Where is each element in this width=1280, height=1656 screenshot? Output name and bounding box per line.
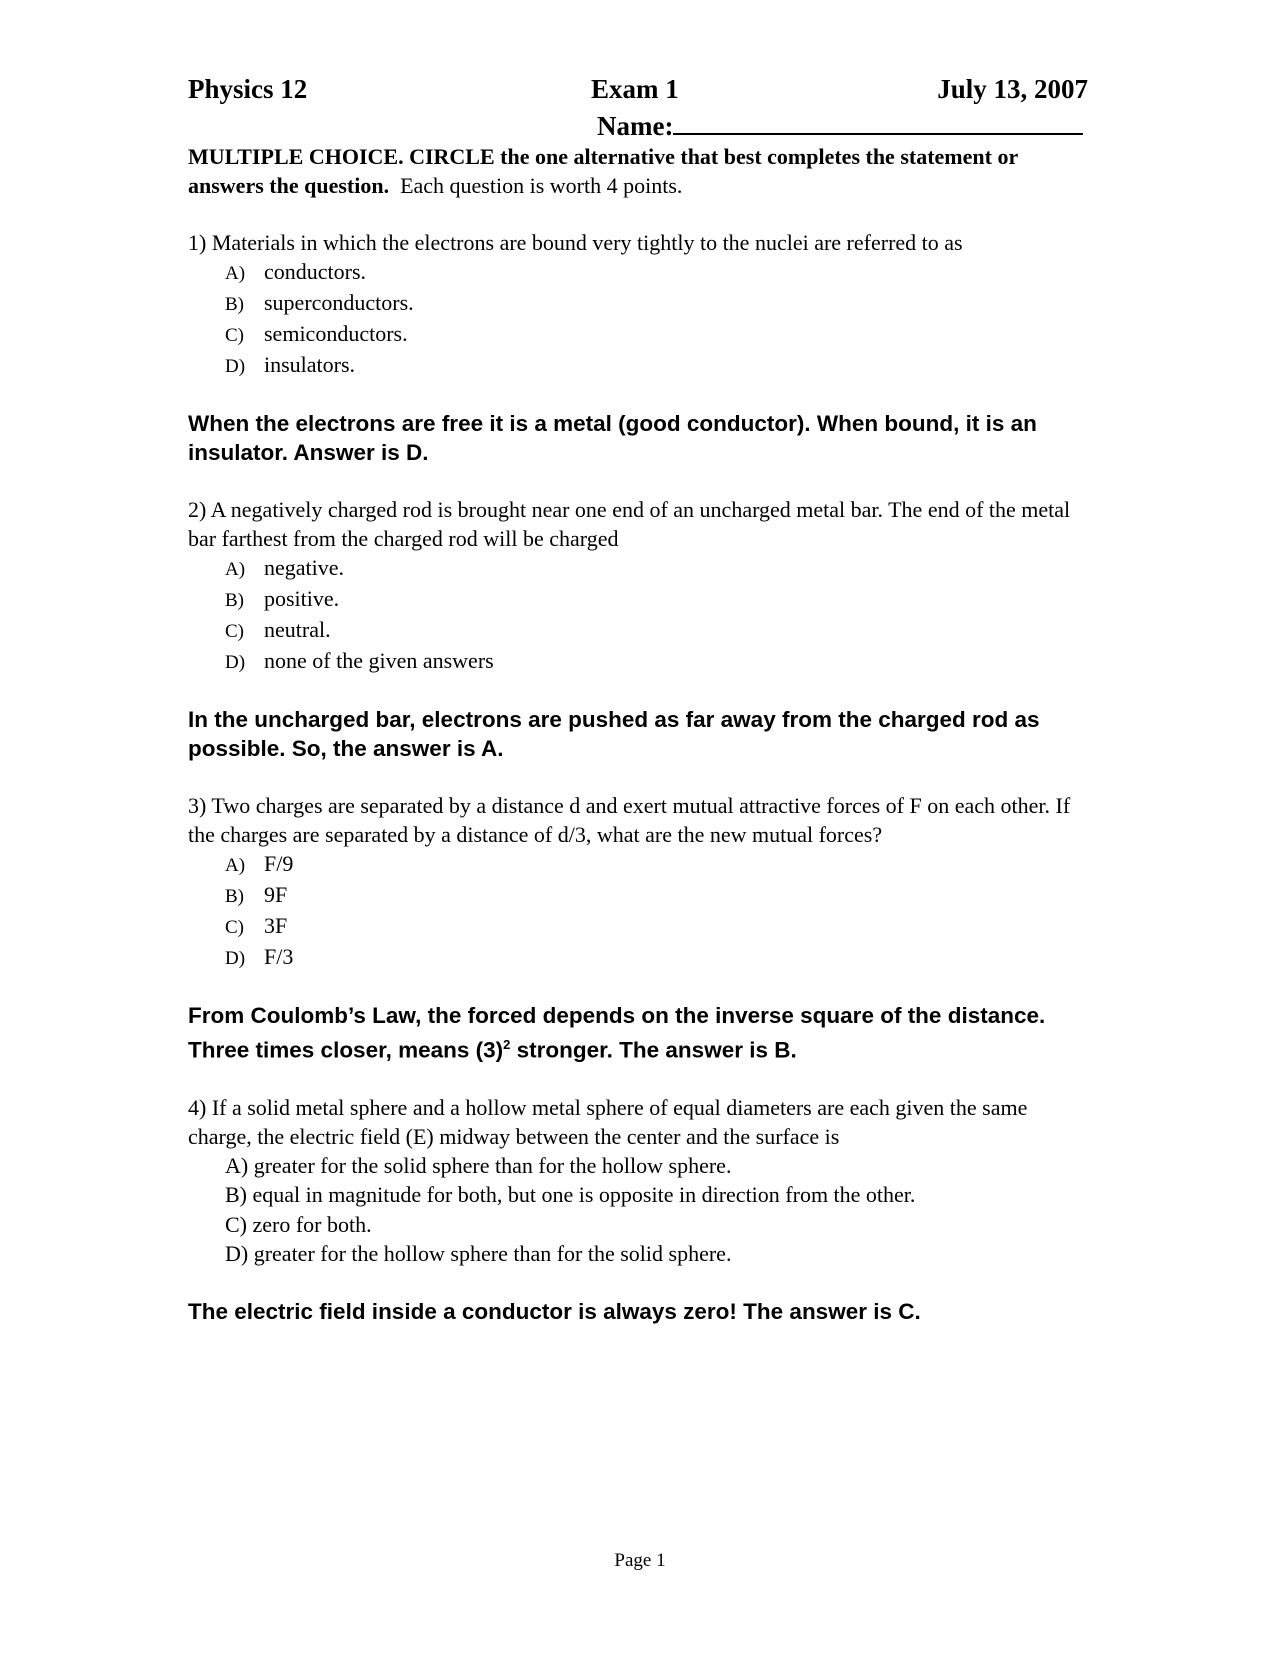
name-line bbox=[597, 108, 1088, 142]
option-text: negative. bbox=[264, 555, 345, 580]
option-letter: D) bbox=[225, 948, 246, 969]
question-text: 4) If a solid metal sphere and a hollow metal sphere of equal diameters are each given the same charge, the electric field (E) midway between the center and the surface is bbox=[188, 1094, 1028, 1149]
option bbox=[225, 646, 1088, 677]
answer-explanation: In the uncharged bar, electrons are pushed as far away from the charged rod as possible. So, the answer is A. bbox=[188, 707, 1040, 761]
exam-header bbox=[188, 74, 1088, 108]
answer-explanation: When the electrons are free it is a metal (good conductor). When bound, it is an insulator. Answer is D. bbox=[188, 411, 1037, 465]
option bbox=[225, 584, 1088, 615]
exam-title: Exam 1 bbox=[591, 74, 679, 104]
option-letter: A) bbox=[225, 263, 246, 284]
answer-text: stronger. The answer is B. bbox=[510, 1037, 797, 1063]
option-text: F/9 bbox=[264, 851, 294, 876]
option: D) greater for the hollow sphere than for the solid sphere. bbox=[225, 1241, 732, 1266]
option-letter: D) bbox=[225, 652, 246, 673]
option bbox=[225, 288, 1088, 319]
option bbox=[225, 615, 1088, 646]
name-blank bbox=[673, 108, 1083, 135]
option-text: 3F bbox=[264, 913, 288, 938]
option-text: neutral. bbox=[264, 617, 331, 642]
option-text: insulators. bbox=[264, 352, 356, 377]
option bbox=[225, 880, 1088, 911]
option bbox=[225, 553, 1088, 584]
instructions bbox=[188, 142, 1088, 200]
option bbox=[225, 257, 1088, 288]
option-letter: B) bbox=[225, 590, 244, 611]
course-title: Physics 12 bbox=[188, 74, 308, 104]
option: A) greater for the solid sphere than for the hollow sphere. bbox=[225, 1152, 732, 1178]
option bbox=[225, 350, 1088, 381]
option-letter: A) bbox=[225, 855, 246, 876]
option-letter: D) bbox=[225, 356, 246, 377]
option bbox=[225, 849, 1088, 880]
answer-explanation bbox=[188, 1001, 1088, 1065]
option-text: positive. bbox=[264, 586, 340, 611]
option-text: semiconductors. bbox=[264, 321, 408, 346]
page-number: Page 1 bbox=[614, 1550, 666, 1571]
question-text: 2) A negatively charged rod is brought near one end of an uncharged metal bar. The end of the metal bar farthest from the charged rod will be charged bbox=[188, 497, 1071, 551]
option bbox=[225, 911, 1088, 942]
option bbox=[225, 319, 1088, 350]
question-text: 1) Materials in which the electrons are bound very tightly to the nuclei are referred to as bbox=[188, 230, 963, 255]
option-text: F/3 bbox=[264, 944, 294, 969]
exam-page bbox=[188, 74, 1088, 1326]
option-letter: C) bbox=[225, 917, 244, 938]
option-letter: C) bbox=[225, 325, 244, 346]
instructions-bold: MULTIPLE CHOICE. CIRCLE the one alternative that best completes the statement or answers the question. bbox=[188, 144, 1018, 198]
option-letter: A) bbox=[225, 559, 246, 580]
option-text: conductors. bbox=[264, 259, 367, 284]
exam-date: July 13, 2007 bbox=[937, 74, 1088, 104]
option: C) zero for both. bbox=[225, 1211, 372, 1237]
option-letter: C) bbox=[225, 621, 244, 642]
option: B) equal in magnitude for both, but one is opposite in direction from the other. bbox=[225, 1182, 916, 1207]
question-text: 3) Two charges are separated by a distance d and exert mutual attractive forces of F on each other. If the charges are separated by a distance of d/3, what are the new mutual forces? bbox=[188, 793, 1071, 847]
answer-explanation: The electric field inside a conductor is always zero! The answer is C. bbox=[188, 1298, 921, 1324]
options-list bbox=[225, 849, 1088, 973]
option bbox=[225, 942, 1088, 973]
name-label: Name: bbox=[597, 111, 674, 141]
options-list bbox=[225, 257, 1088, 381]
option-letter: B) bbox=[225, 294, 244, 315]
option-text: 9F bbox=[264, 882, 288, 907]
option-text: none of the given answers bbox=[264, 648, 494, 673]
option-letter: B) bbox=[225, 886, 244, 907]
answer-exponent: 2 bbox=[503, 1037, 511, 1052]
answer-text: From Coulomb’s Law, the forced depends on the inverse square of the distance. Three times closer, means (3) bbox=[188, 1003, 1046, 1063]
options-list bbox=[225, 553, 1088, 677]
instructions-points: Each question is worth 4 points. bbox=[400, 173, 683, 198]
option-text: superconductors. bbox=[264, 290, 414, 315]
